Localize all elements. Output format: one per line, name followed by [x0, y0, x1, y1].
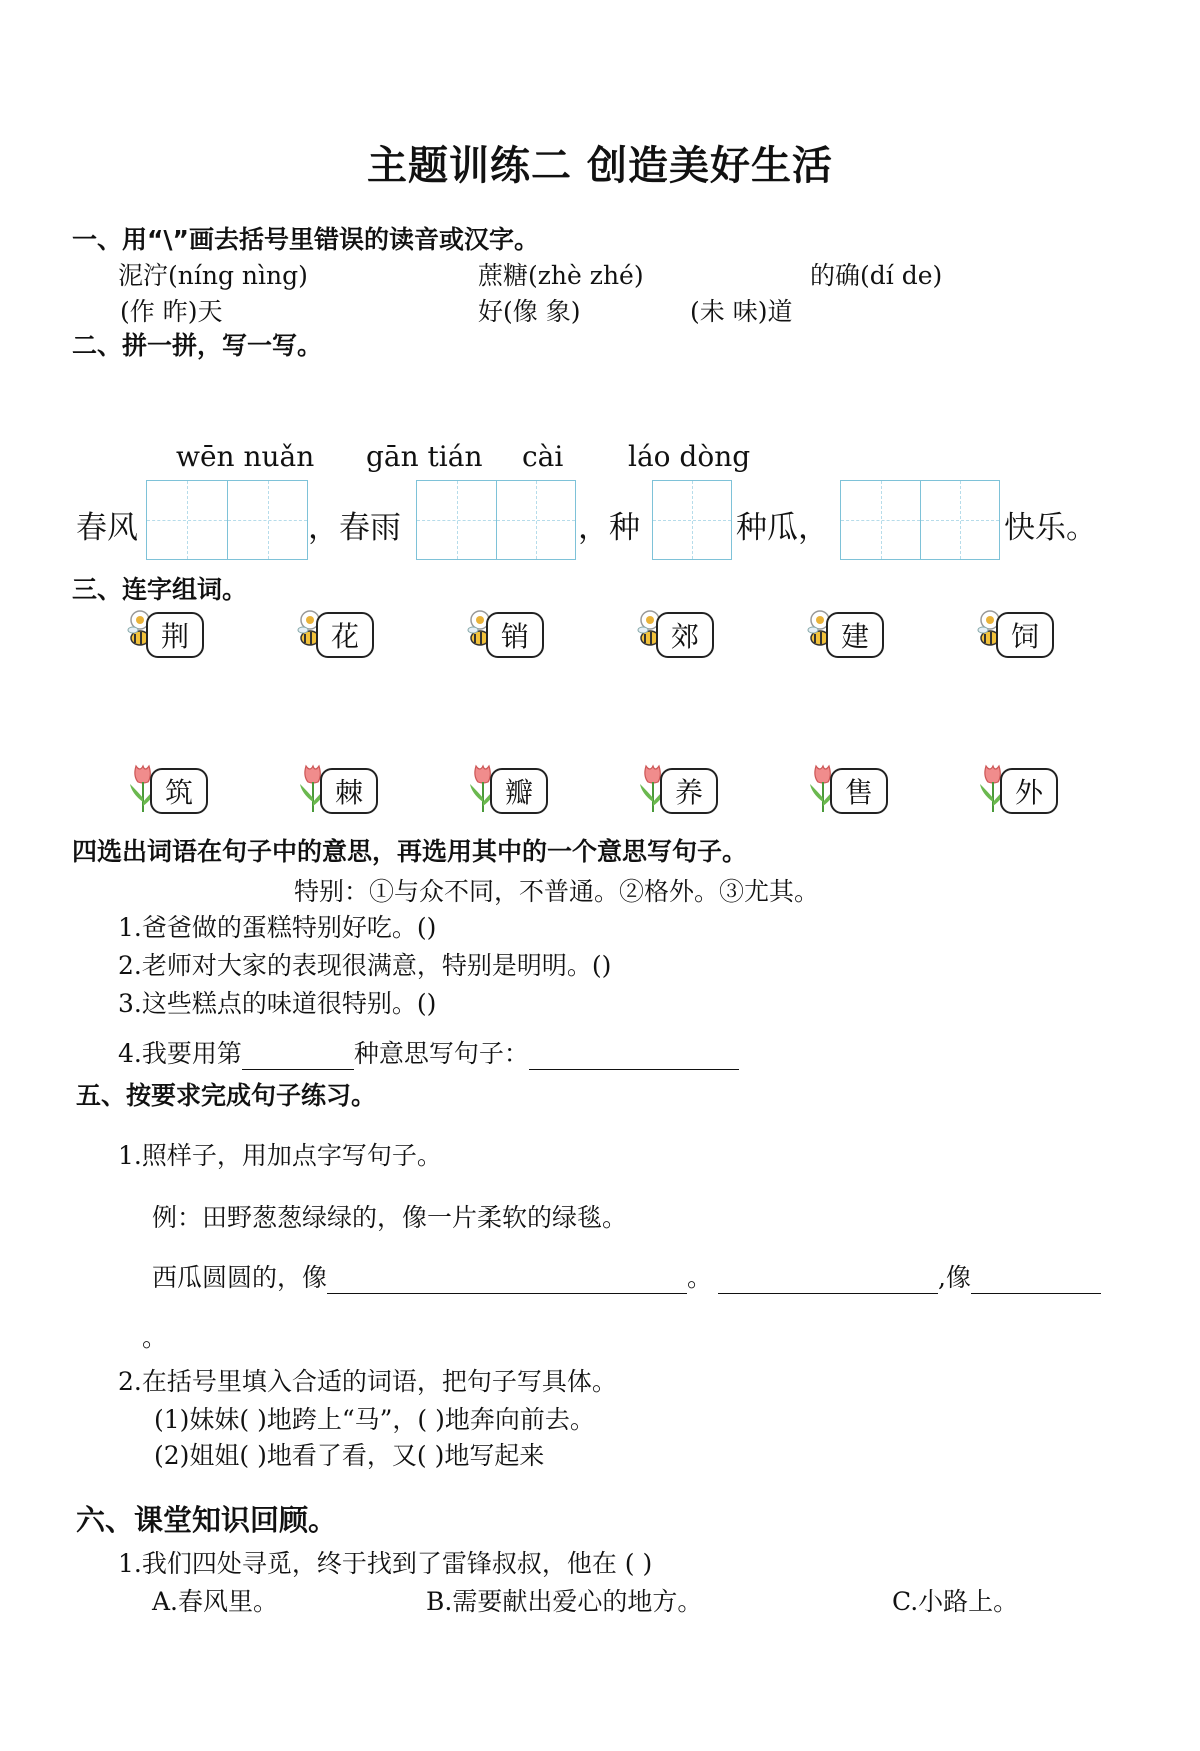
- section-1-heading: 一、用“\”画去括号里错误的读音或汉字。: [72, 225, 539, 254]
- s4-question-3: 3.这些糕点的味道很特别。(): [118, 989, 437, 1018]
- answer-box-4[interactable]: [840, 480, 1000, 560]
- char-chip-10[interactable]: 养: [660, 768, 718, 814]
- answer-box-3[interactable]: [652, 480, 732, 560]
- s5-phrase-2: (2)姐姐( )地看了看，又( )地写起来: [154, 1441, 545, 1470]
- fill-line: [152, 1258, 1101, 1294]
- section-4-heading: 四选出词语在句子中的意思，再选用其中的一个意思写句子。: [72, 837, 748, 866]
- s5-phrase-1: (1)妹妹( )地跨上“马”，( )地奔向前去。: [154, 1405, 595, 1434]
- example-sentence: 例：田野葱葱绿绿的，像一片柔软的绿毯。: [152, 1203, 628, 1232]
- s1-item-1: 泥泞(níng nìng): [118, 261, 308, 290]
- char-chip-4[interactable]: 郊: [656, 612, 714, 658]
- option-b[interactable]: B.需要献出爱心的地方。: [426, 1587, 703, 1616]
- blank-like-2[interactable]: [971, 1267, 1101, 1294]
- blank-meaning-number[interactable]: [242, 1043, 354, 1070]
- fill-end-period: 。: [142, 1323, 168, 1352]
- q4-prefix: 4.我要用第: [118, 1039, 242, 1068]
- section-2-heading: 二、拼一拼，写一写。: [72, 331, 323, 360]
- blank-subject[interactable]: [718, 1267, 938, 1294]
- s4-question-1: 1.爸爸做的蛋糕特别好吃。(): [118, 913, 437, 942]
- s1-item-5: 好(像 象): [478, 297, 581, 326]
- answer-box-2[interactable]: [416, 480, 576, 560]
- char-chip-1[interactable]: 荆: [146, 612, 204, 658]
- char-chip-9[interactable]: 瓣: [490, 768, 548, 814]
- pinyin-3: cài: [522, 440, 564, 473]
- sentence-part-5: 快乐。: [1004, 510, 1097, 546]
- sentence-part-3: ，种: [578, 510, 640, 546]
- char-chip-12[interactable]: 外: [1000, 768, 1058, 814]
- s5-sub-1: 1.照样子，用加点字写句子。: [118, 1141, 442, 1170]
- fill-like: ,像: [938, 1263, 971, 1292]
- s1-item-4: (作 昨)天: [120, 297, 223, 326]
- s6-question-1: 1.我们四处寻觅，终于找到了雷锋叔叔，他在 ( ): [118, 1549, 653, 1578]
- pinyin-2: gān tián: [366, 440, 483, 473]
- s4-question-2: 2.老师对大家的表现很满意，特别是明明。(): [118, 951, 612, 980]
- char-chip-7[interactable]: 筑: [150, 768, 208, 814]
- option-a[interactable]: A.春风里。: [152, 1587, 279, 1616]
- char-chip-11[interactable]: 售: [830, 768, 888, 814]
- page-title: 主题训练二 创造美好生活: [367, 143, 833, 189]
- section-3-heading: 三、连字组词。: [72, 575, 248, 604]
- char-chip-6[interactable]: 饲: [996, 612, 1054, 658]
- char-chip-8[interactable]: 棘: [320, 768, 378, 814]
- meanings-line: 特别：①与众不同，不普通。②格外。③尤其。: [294, 877, 820, 906]
- option-c[interactable]: C.小路上。: [892, 1587, 1019, 1616]
- q4-suffix: 种意思写句子：: [353, 1039, 529, 1068]
- blank-like-1[interactable]: [327, 1267, 687, 1294]
- fill-period: 。: [687, 1263, 713, 1292]
- char-chip-3[interactable]: 销: [486, 612, 544, 658]
- char-chip-2[interactable]: 花: [316, 612, 374, 658]
- s1-item-3: 的确(dí de): [810, 261, 943, 290]
- s4-question-4: [118, 1034, 739, 1070]
- s1-item-2: 蔗糖(zhè zhé): [478, 261, 644, 290]
- sentence-part-4: 种瓜，: [736, 510, 829, 546]
- char-chip-5[interactable]: 建: [826, 612, 884, 658]
- s1-item-6: (未 味)道: [690, 297, 793, 326]
- sentence-part-2: ，春雨: [308, 510, 401, 546]
- sentence-part-1: 春风: [76, 510, 138, 546]
- answer-box-1[interactable]: [146, 480, 308, 560]
- pinyin-1: wēn nuǎn: [176, 440, 315, 473]
- blank-sentence[interactable]: [529, 1043, 739, 1070]
- section-5-heading: 五、按要求完成句子练习。: [76, 1081, 377, 1110]
- pinyin-4: láo dòng: [628, 440, 751, 473]
- section-6-heading: 六、课堂知识回顾。: [76, 1503, 338, 1537]
- s5-sub-2: 2.在括号里填入合适的词语，把句子写具体。: [118, 1367, 617, 1396]
- fill-prefix: 西瓜圆圆的，像: [152, 1263, 328, 1292]
